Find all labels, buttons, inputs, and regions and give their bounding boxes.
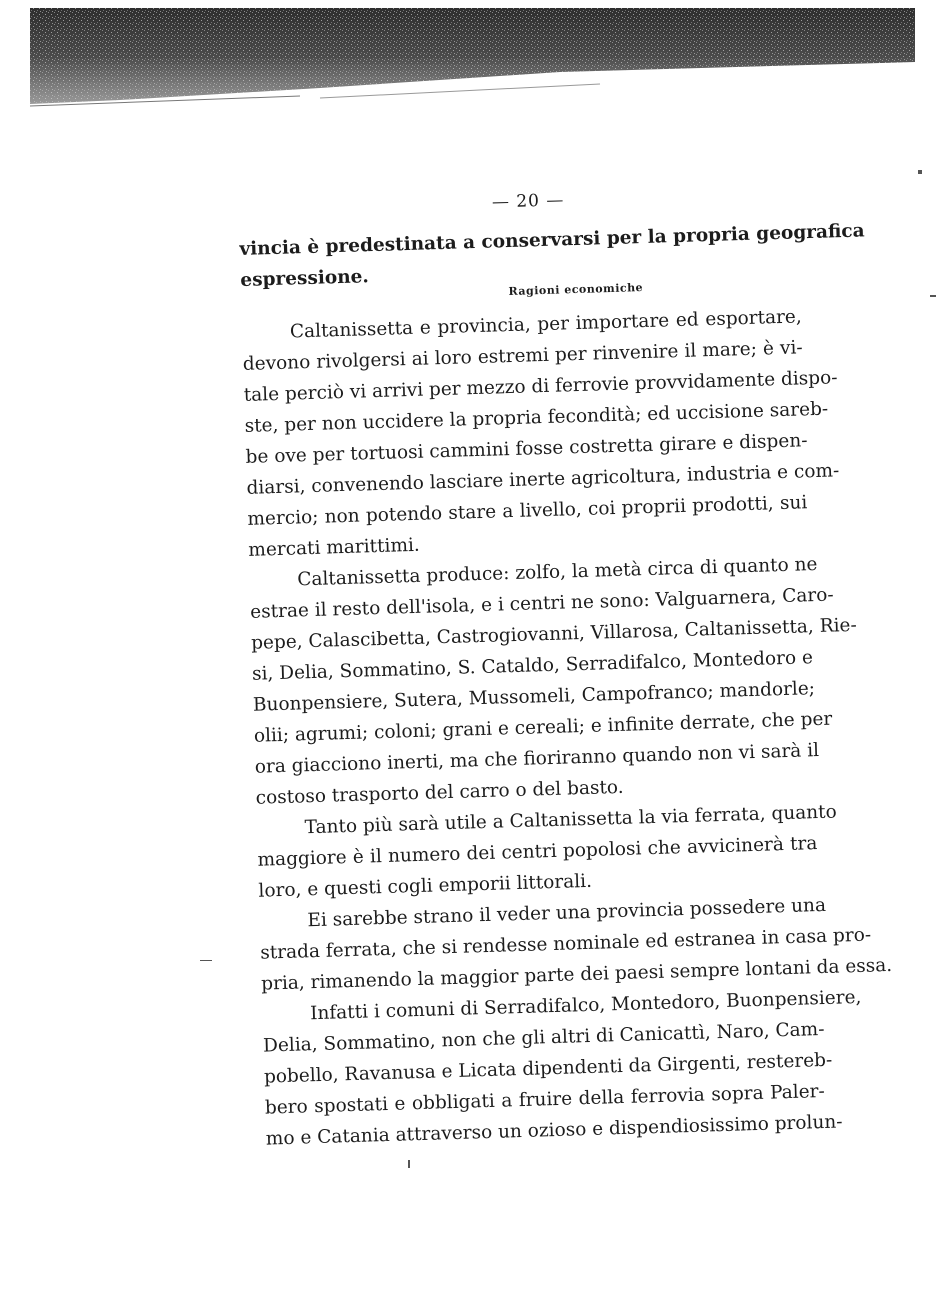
text-line: vincia è predestinata a conservarsi per la propria geografica xyxy=(239,220,865,260)
text-line: ste, per non uccidere la propria fecondità; ed uccisione sareb- xyxy=(244,398,829,437)
text-line: devono rivolgersi ai loro estremi per rinvenire il mare; è vi- xyxy=(242,337,803,375)
text-line: pria, rimanendo la maggior parte dei paesi sempre lontani da essa. xyxy=(260,954,893,995)
scan-speck xyxy=(930,295,936,297)
text-line: Delia, Sommatino, non che gli altri di Canicattì, Naro, Cam- xyxy=(262,1018,825,1057)
text-line: pobello, Ravanusa e Licata dipendenti da Girgenti, restereb- xyxy=(263,1049,833,1088)
text-line: diarsi, convenendo lasciare inerte agricoltura, industria e com- xyxy=(246,460,840,499)
scan-speck xyxy=(200,960,212,961)
scan-speck xyxy=(408,1160,410,1168)
scan-edge-graphic xyxy=(0,0,950,110)
text-line: mercio; non potendo stare a livello, coi proprii prodotti, sui xyxy=(247,492,808,530)
text-line: espressione. xyxy=(240,266,370,291)
body-text xyxy=(239,217,893,1154)
text-line: mercati marittimi. xyxy=(248,534,421,561)
text-line: Caltanissetta e provincia, per importare ed esportare, xyxy=(289,306,803,343)
text-line: strada ferrata, che si rendesse nominale ed estranea in casa pro- xyxy=(260,924,872,964)
text-line: si, Delia, Sommatino, S. Cataldo, Serradifalco, Montedoro e xyxy=(251,647,814,685)
text-line: mo e Catania attraverso un ozioso e dispendiosissimo prolun- xyxy=(265,1111,843,1150)
text-line: be ove per tortuosi cammini fosse costretta girare e dispen- xyxy=(245,430,808,468)
text-line: tale perciò vi arrivi per mezzo di ferrovie provvidamente dispo- xyxy=(243,367,838,406)
scan-edge-shadow xyxy=(0,0,950,110)
scan-speck xyxy=(918,170,922,174)
text-line: Ei sarebbe strano il veder una provincia possedere una xyxy=(307,894,827,932)
text-line: ora giacciono inerti, ma che fioriranno quando non vi sarà il xyxy=(254,740,820,778)
text-line: estrae il resto dell'isola, e i centri ne sono: Valguarnera, Caro- xyxy=(249,584,834,623)
text-line: Buonpensiere, Sutera, Mussomeli, Campofranco; mandorle; xyxy=(252,678,816,716)
text-line: maggiore è il numero dei centri popolosi che avvicinerà tra xyxy=(257,833,818,871)
text-line: Tanto più sarà utile a Caltanissetta la via ferrata, quanto xyxy=(304,801,838,839)
text-line: loro, e questi cogli emporii littorali. xyxy=(258,870,593,902)
text-line: pepe, Calascibetta, Castrogiovanni, Villarosa, Caltanissetta, Rie- xyxy=(250,614,857,654)
page-number: — 20 — xyxy=(491,190,565,213)
text-line: Infatti i comuni di Serradifalco, Montedoro, Buonpensiere, xyxy=(309,986,862,1025)
text-line: costoso trasporto del carro o del basto. xyxy=(255,776,624,809)
text-line: olii; agrumi; coloni; grani e cereali; e infinite derrate, che per xyxy=(253,708,833,747)
text-block xyxy=(238,183,893,1154)
text-line: bero spostati e obbligati a fruire della ferrovia sopra Paler- xyxy=(264,1080,826,1119)
section-heading: Ragioni economiche xyxy=(508,281,644,299)
text-line: Caltanissetta produce: zolfo, la metà circa di quanto ne xyxy=(296,553,818,591)
